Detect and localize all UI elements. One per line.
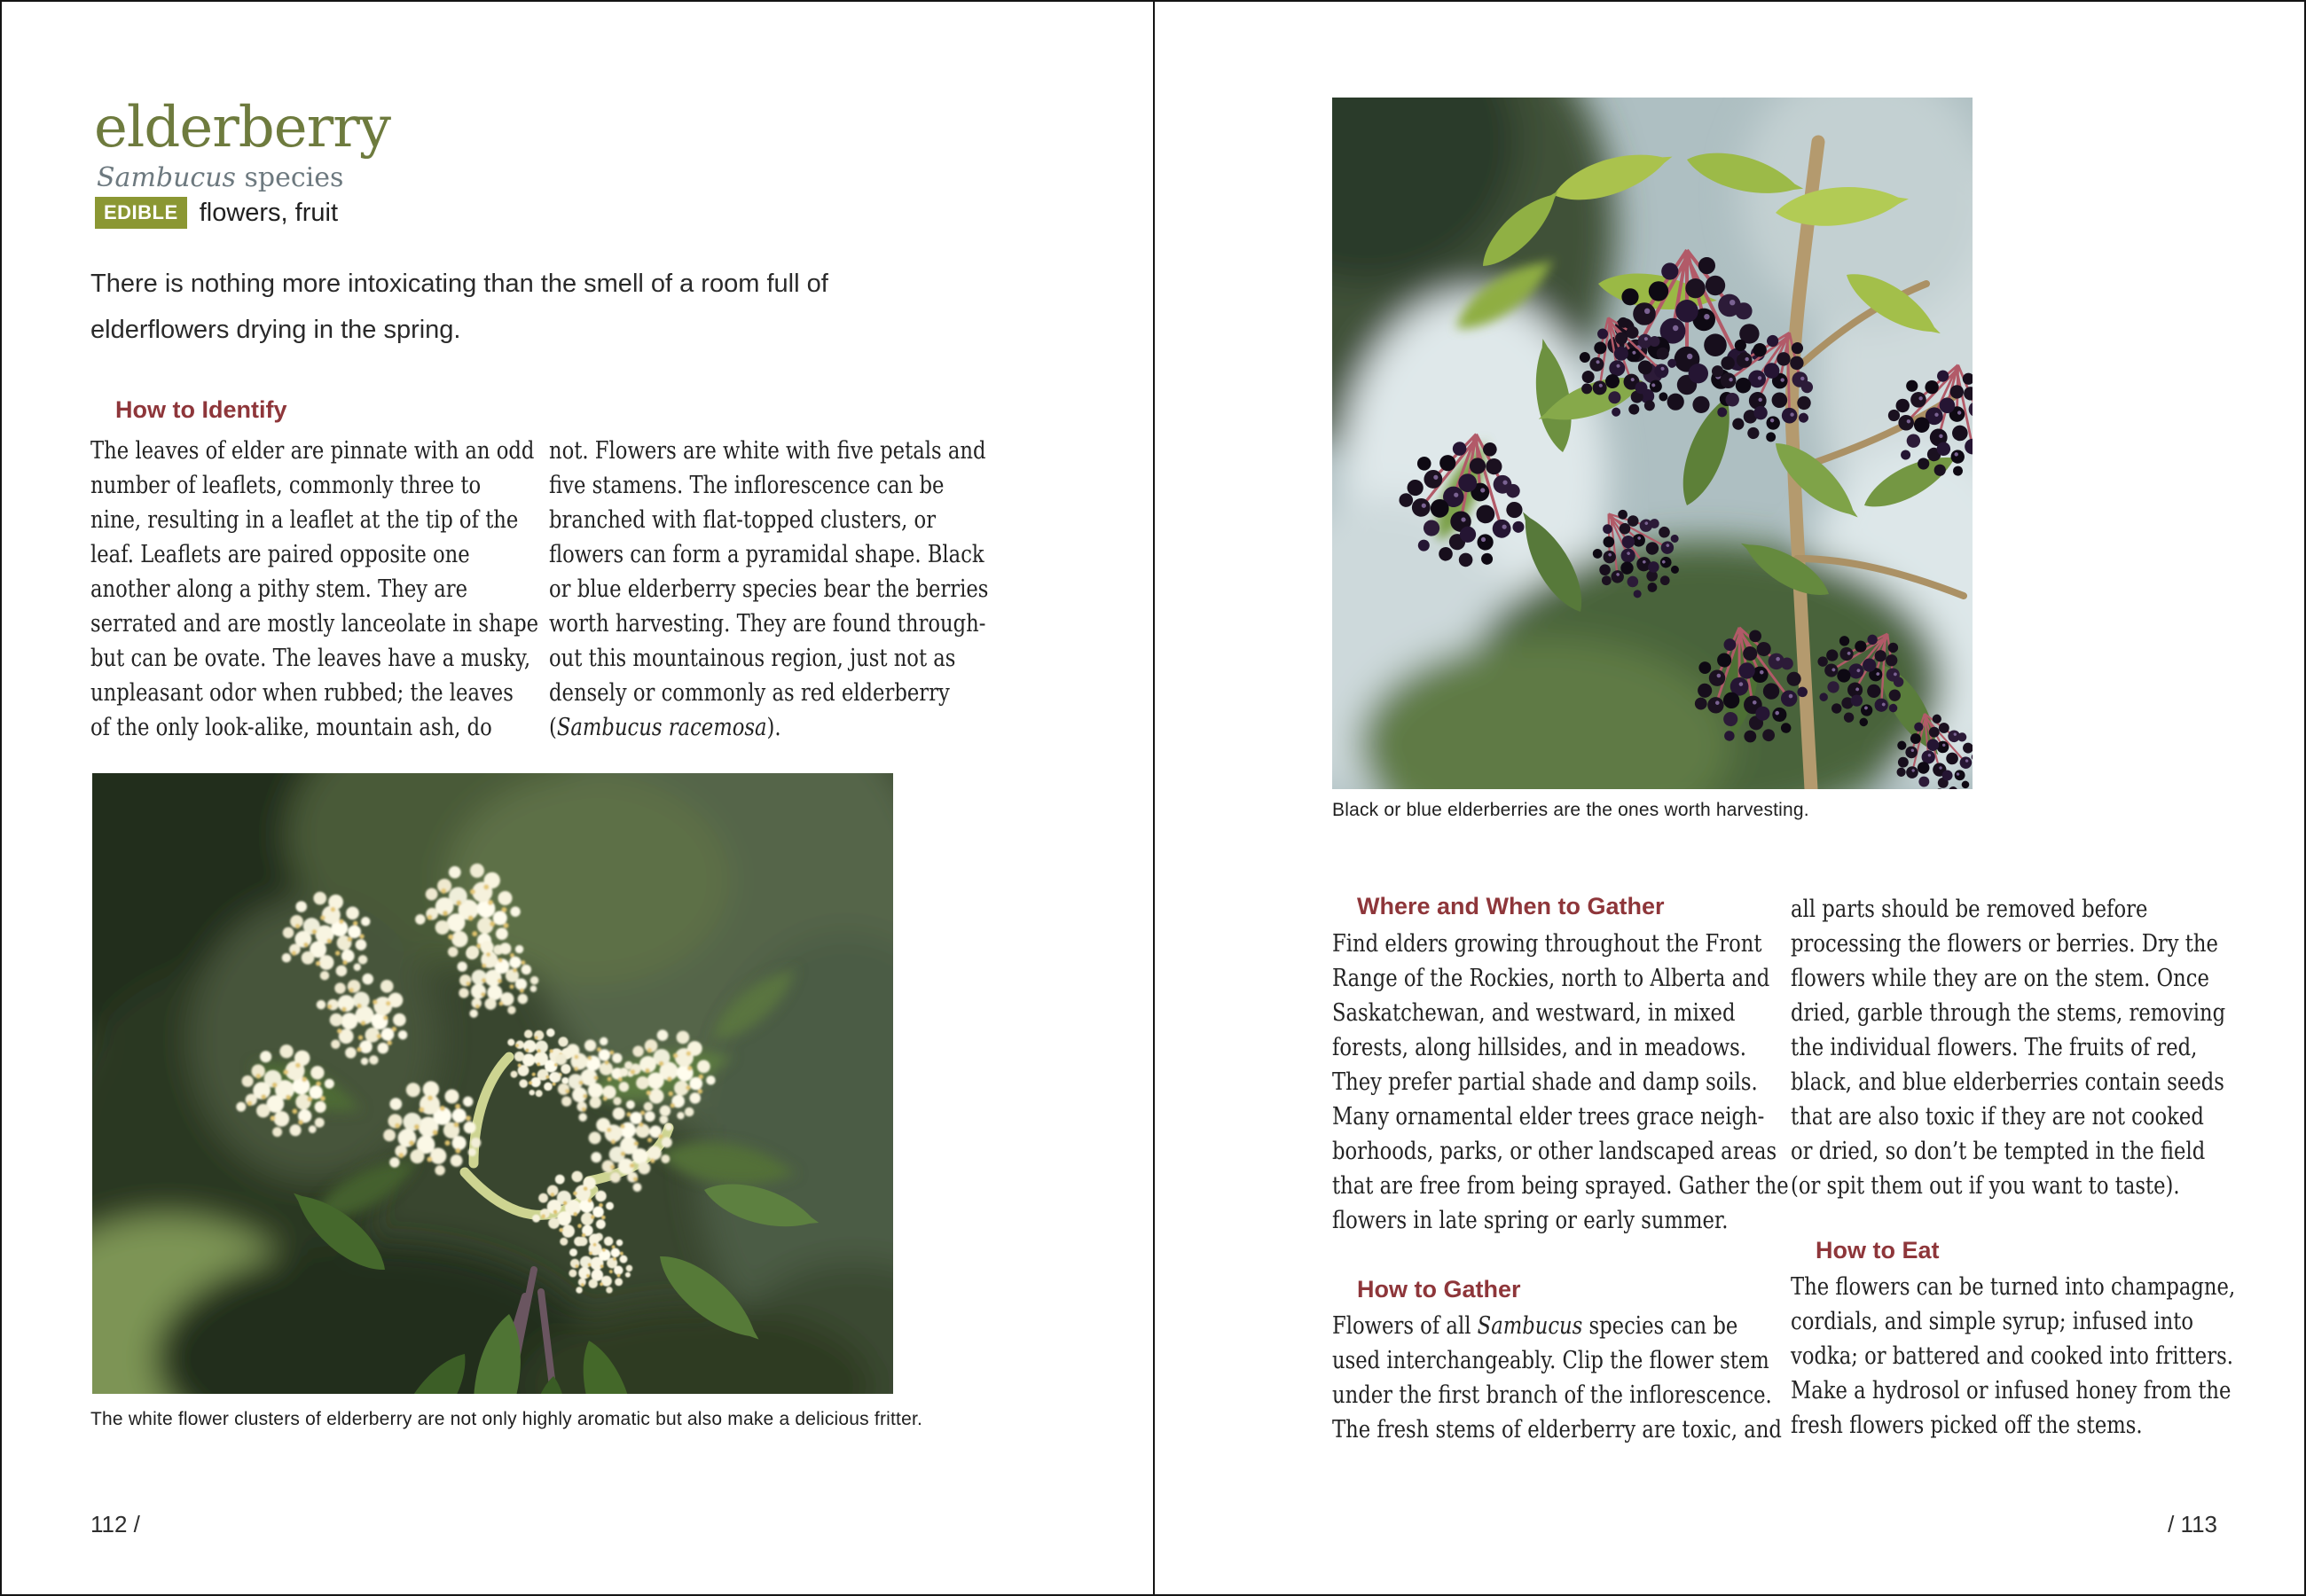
elderberry-photo-art — [1332, 98, 1973, 789]
text-line: leaf. Leaflets are paired opposite one — [90, 541, 470, 568]
intro-paragraph — [90, 261, 828, 353]
text-line: (Sambucus racemosa). — [549, 714, 781, 741]
text-line: Flowers of all Sambucus species can be — [1332, 1312, 1738, 1340]
text-line: borhoods, parks, or other landscaped areas — [1332, 1138, 1777, 1165]
text-line: flowers while they are on the stem. Once — [1791, 965, 2209, 992]
identify-column-1 — [90, 434, 539, 745]
edible-badge: EDIBLE — [95, 197, 187, 229]
text-line: or blue elderberry species bear the berries — [549, 575, 989, 603]
text-line: or dried, so don’t be tempted in the field — [1791, 1138, 2206, 1165]
text-line: processing the flowers or berries. Dry the — [1791, 930, 2218, 958]
text-line: unpleasant odor when rubbed; the leaves — [90, 679, 514, 707]
text-line: Make a hydrosol or infused honey from the — [1791, 1377, 2231, 1404]
text-line: nine, resulting in a leaflet at the tip of the — [90, 506, 519, 534]
page-title: elderberry — [94, 95, 390, 160]
species-subtitle — [97, 163, 343, 193]
text-line: elderflowers drying in the spring. — [90, 316, 461, 344]
text-line: There is nothing more intoxicating than the smell of a room full of — [90, 270, 828, 298]
text-line: cordials, and simple syrup; infused into — [1791, 1308, 2194, 1335]
species-word: species — [235, 162, 344, 193]
text-line: all parts should be removed before — [1791, 896, 2148, 923]
text-line: five stamens. The inflorescence can be — [549, 472, 945, 499]
text-line: densely or commonly as red elderberry — [549, 679, 950, 707]
elderberry-photo — [1332, 98, 1973, 789]
species-latin-name: Sambucus — [97, 162, 236, 193]
text-line: flowers can form a pyramidal shape. Black — [549, 541, 984, 568]
text-line: the individual flowers. The fruits of red, — [1791, 1034, 2198, 1061]
elderflower-photo — [92, 773, 893, 1394]
text-line: The leaves of elder are pinnate with an odd — [90, 437, 535, 465]
text-line: (or spit them out if you want to taste). — [1791, 1172, 2180, 1200]
edible-badge-row — [95, 197, 338, 229]
right-page-number: / 113 — [2168, 1511, 2217, 1537]
text-line: that are also toxic if they are not cooked — [1791, 1103, 2204, 1130]
text-line: dried, garble through the stems, removing — [1791, 999, 2226, 1027]
text-line: another along a pithy stem. They are — [90, 575, 468, 603]
page-gutter-divider — [1153, 2, 1155, 1596]
left-page-number: 112 / — [90, 1511, 140, 1537]
text-line: flowers in late spring or early summer. — [1332, 1207, 1729, 1234]
text-line: under the first branch of the inflorescence. — [1332, 1381, 1772, 1409]
text-line: of the only look-alike, mountain ash, do — [90, 714, 492, 741]
where-when-column-2 — [1791, 892, 2230, 1203]
text-line: out this mountainous region, just not as — [549, 645, 956, 672]
text-line: but can be ovate. The leaves have a musky, — [90, 645, 531, 672]
text-line: worth harvesting. They are found through- — [549, 610, 986, 638]
text-line: branched with flat-topped clusters, or — [549, 506, 937, 534]
text-line: black, and blue elderberries contain seeds — [1791, 1068, 2224, 1096]
text-line: Find elders growing throughout the Front — [1332, 930, 1762, 958]
text-line: number of leaflets, commonly three to — [90, 472, 482, 499]
where-when-gather-heading: Where and When to Gather — [1357, 893, 1665, 919]
text-line: forests, along hillsides, and in meadows. — [1332, 1034, 1746, 1061]
where-when-column-1 — [1332, 927, 1789, 1238]
how-to-gather-heading: How to Gather — [1357, 1276, 1521, 1303]
how-to-eat-heading: How to Eat — [1816, 1237, 1940, 1264]
text-line: fresh flowers picked off the stems. — [1791, 1412, 2143, 1439]
left-photo-caption: The white flower clusters of elderberry are not only highly aromatic but also make a delicious fritter. — [90, 1409, 923, 1429]
text-line: Many ornamental elder trees grace neigh- — [1332, 1103, 1765, 1130]
text-line: Saskatchewan, and westward, in mixed — [1332, 999, 1736, 1027]
how-to-identify-heading: How to Identify — [115, 396, 287, 423]
text-line: The fresh stems of elderberry are toxic, and — [1332, 1416, 1782, 1443]
text-line: not. Flowers are white with five petals and — [549, 437, 986, 465]
how-to-gather-body — [1332, 1309, 1780, 1447]
text-line: serrated and are mostly lanceolate in shape — [90, 610, 539, 638]
right-photo-caption: Black or blue elderberries are the ones worth harvesting. — [1332, 800, 1809, 820]
elderflower-photo-art — [92, 773, 893, 1394]
text-line: used interchangeably. Clip the flower stem — [1332, 1347, 1769, 1374]
identify-column-2 — [549, 434, 988, 745]
how-to-eat-body — [1791, 1270, 2236, 1443]
text-line: They prefer partial shade and damp soils. — [1332, 1068, 1758, 1096]
edible-parts-label: flowers, fruit — [199, 198, 339, 227]
text-line: that are free from being sprayed. Gather the — [1332, 1172, 1789, 1200]
text-line: The flowers can be turned into champagne, — [1791, 1273, 2236, 1301]
text-line: vodka; or battered and cooked into fritters. — [1791, 1342, 2233, 1370]
text-line: Range of the Rockies, north to Alberta and — [1332, 965, 1770, 992]
